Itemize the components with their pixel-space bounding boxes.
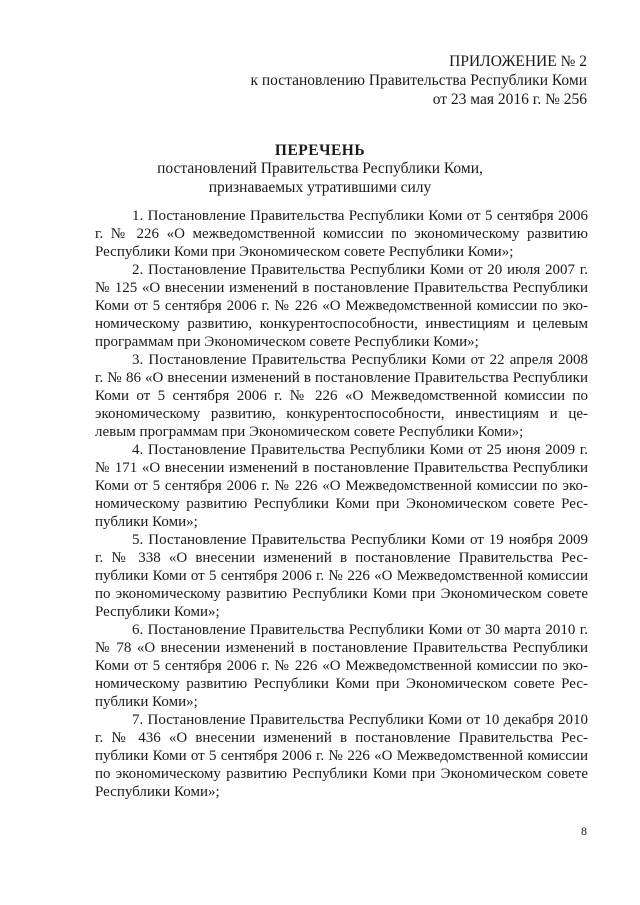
appendix-reference: к постановлению Правительства Республики Коми [250, 72, 587, 89]
list-item: 3. Постановление Правительства Республики Коми от 22 апреля 2008 г. № 86 «О внесении изменений в постановление Правительства Республики Коми от 5 сентября 2006 г. № 226 «О Межведомственной комиссии по экономическому развитию, конкурентоспособности, инвестициям и целевым программам при Экономическом совете Республики Коми»; [95, 352, 588, 440]
subtitle-line-1: постановлений Правительства Республики Коми, [157, 160, 483, 177]
list-item: 2. Постановление Правительства Республики Коми от 20 июля 2007 г. № 125 «О внесении изменений в постановление Правительства Республики Коми от 5 сентября 2006 г. № 226 «О Межведомственной комиссии по экономическому развитию, конкурентоспособности, инвестициям и целевым программам при Экономическом совете Республики Коми»; [95, 262, 588, 350]
list-item: 5. Постановление Правительства Республики Коми от 19 ноября 2009 г. № 338 «О внесении изменений в постановление Правительства Республики Коми от 5 сентября 2006 г. № 226 «О Межведомственной комиссии по экономическому развитию Республики Коми при Экономическом совете Республики Коми»; [95, 532, 588, 620]
subtitle-line-2: признаваемых утратившими силу [208, 179, 432, 196]
appendix-date: от 23 мая 2016 г. № 256 [432, 91, 587, 108]
document-subtitle [0, 159, 640, 197]
list-item: 1. Постановление Правительства Республики Коми от 5 сентября 2006 г. № 226 «О межведомственной комиссии по экономическому развитию Республики Коми при Экономическом совете Республики Коми»; [95, 208, 588, 260]
appendix-title: ПРИЛОЖЕНИЕ № 2 [449, 53, 587, 70]
page-number: 8 [581, 824, 587, 838]
list-item: 4. Постановление Правительства Республики Коми от 25 июня 2009 г. № 171 «О внесении изменений в постановление Правительства Республики Коми от 5 сентября 2006 г. № 226 «О Межведомственной комиссии по экономическому развитию Республики Коми при Экономическом совете Республики Коми»; [95, 442, 588, 530]
appendix-header [250, 52, 587, 109]
document-title: ПЕРЕЧЕНЬ [274, 142, 366, 159]
list-item: 6. Постановление Правительства Республики Коми от 30 марта 2010 г. № 78 «О внесении изменений в постановление Правительства Республики Коми от 5 сентября 2006 г. № 226 «О Межведомственной комиссии по экономическому развитию Республики Коми при Экономическом совете Республики Коми»; [95, 622, 588, 710]
list-item: 7. Постановление Правительства Республики Коми от 10 декабря 2010 г. № 436 «О внесении изменений в постановление Правительства Республики Коми от 5 сентября 2006 г. № 226 «О Межведомственной комиссии по экономическому развитию Республики Коми при Экономическом совете Республики Коми»; [95, 712, 588, 800]
resolutions-list [95, 208, 588, 802]
